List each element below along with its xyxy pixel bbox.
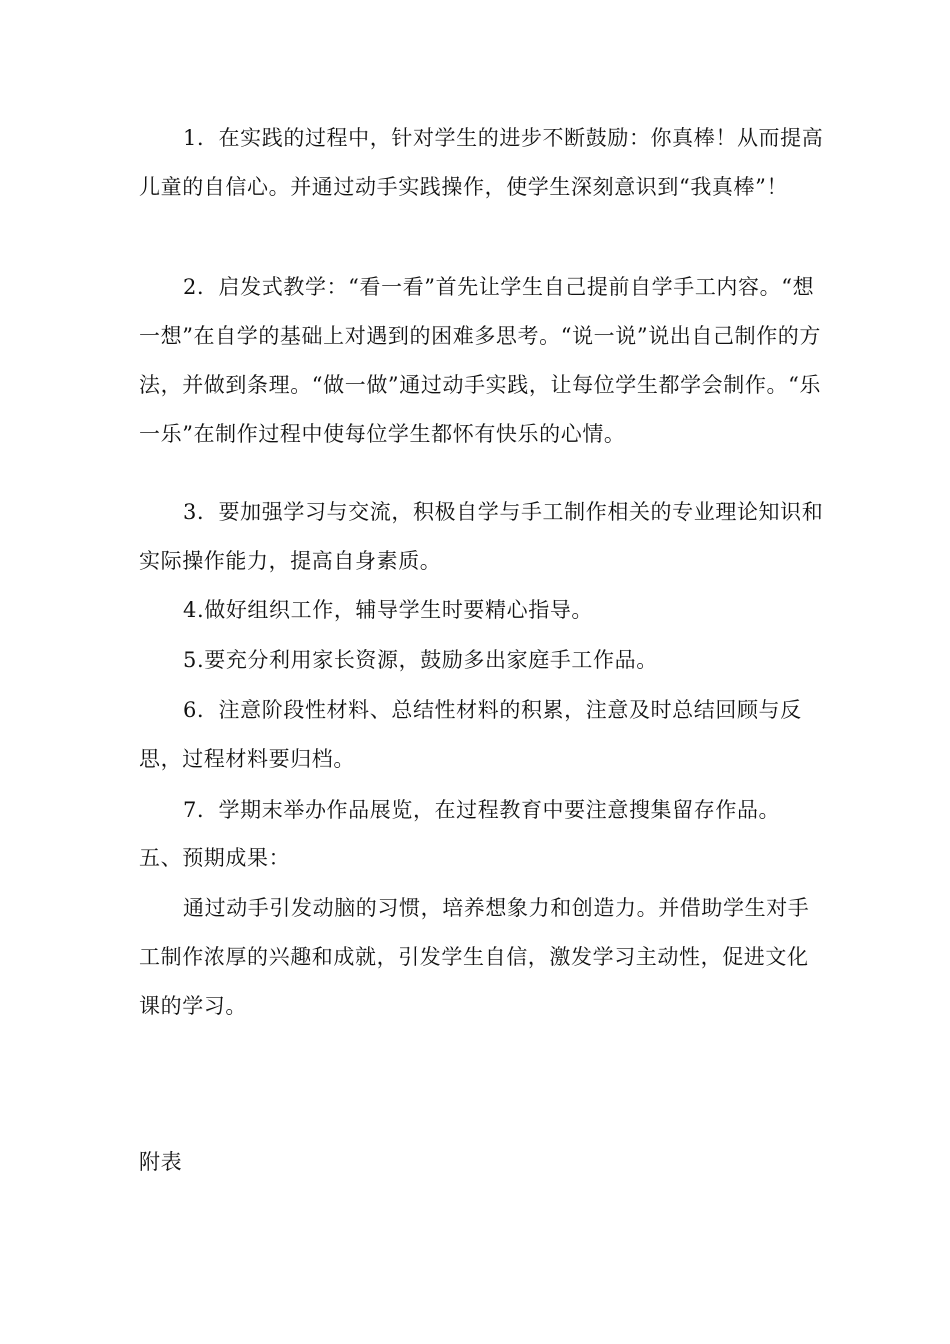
list-item-2: 2．启发式教学：“看一看”首先让学生自己提前自学手工内容。“想一想”在自学的基础上对遇到的困难多思考。“说一说”说出自己制作的方法，并做到条理。“做一做”通过动手实践，让每位学生都学会制作。“乐一乐”在制作过程中使每位学生都怀有快乐的心情。 [139,275,822,446]
section-heading-expected-results: 五、预期成果： [139,846,291,870]
list-item-7: 7．学期末举办作品展览，在过程教育中要注意搜集留存作品。 [183,798,781,822]
list-item-3: 3．要加强学习与交流，积极自学与手工制作相关的专业理论知识和实际操作能力，提高自身素质。 [139,500,824,573]
list-item-5: 5.要充分利用家长资源，鼓励多出家庭手工作品。 [183,648,658,672]
appendix-label: 附表 [139,1150,183,1174]
list-item-1: 1．在实践的过程中，针对学生的进步不断鼓励：你真棒！从而提高儿童的自信心。并通过动手实践操作，使学生深刻意识到“我真棒”！ [139,126,824,199]
section-body-expected-results: 通过动手引发动脑的习惯，培养想象力和创造力。并借助学生对手工制作浓厚的兴趣和成就，引发学生自信，激发学习主动性，促进文化课的学习。 [139,896,810,1018]
list-item-4: 4.做好组织工作，辅导学生时要精心指导。 [183,598,594,622]
list-item-6: 6．注意阶段性材料、总结性材料的积累，注意及时总结回顾与反思，过程材料要归档。 [139,698,802,771]
